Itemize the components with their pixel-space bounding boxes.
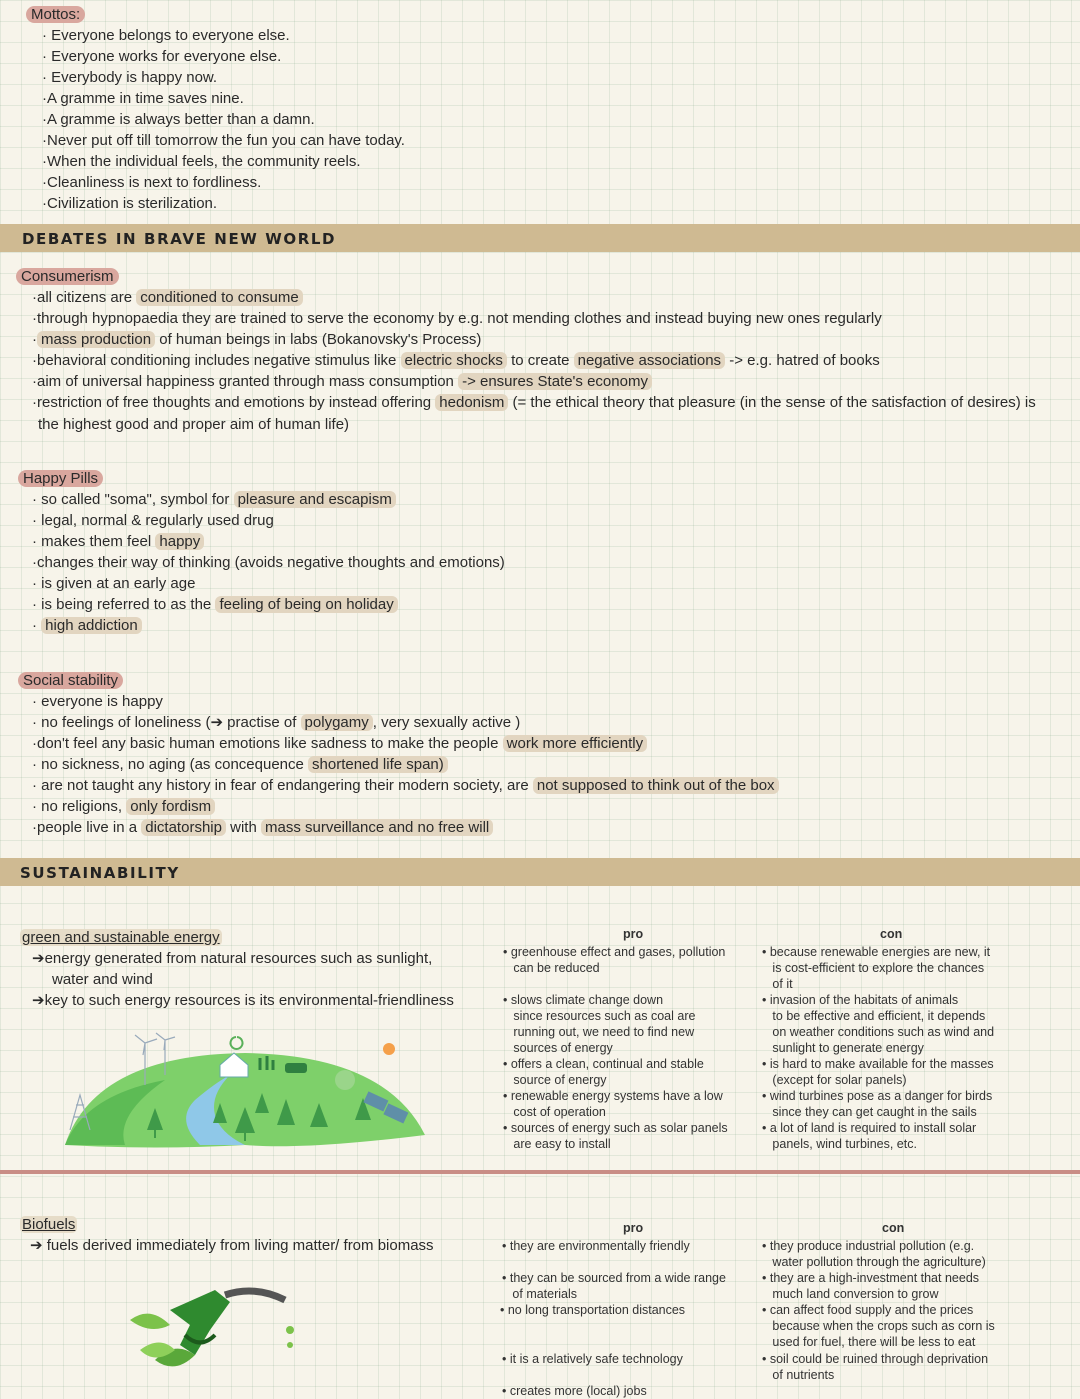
social-stability-title: Social stability <box>18 670 123 691</box>
energy-con-item: • is hard to make available for the masses (except for solar panels) <box>762 1057 994 1087</box>
biofuels-pro-item: • they can be sourced from a wide range of materials <box>502 1271 726 1301</box>
arrow-right-icon: ➔ <box>32 992 45 1009</box>
happy-pills-line-6: · is being referred to as the feeling of being on holiday <box>32 594 398 615</box>
biofuel-nozzle-illustration <box>125 1280 300 1380</box>
happy-pills-line-3: · makes them feel happy <box>32 531 204 552</box>
biofuels-con-item: • they are a high-investment that needs much land conversion to grow <box>762 1271 980 1301</box>
energy-con-item: • a lot of land is required to install solar panels, wind turbines, etc. <box>762 1121 977 1151</box>
energy-def-1b: water and wind <box>52 971 153 988</box>
arrow-right-icon: ➔ <box>30 1237 43 1254</box>
social-line-3: ·don't feel any basic human emotions like sadness to make the people work more efficiently <box>32 733 647 754</box>
sun-icon <box>383 1043 395 1055</box>
biofuels-con-item: • soil could be ruined through deprivation of nutrients <box>762 1352 989 1382</box>
energy-con-item: • wind turbines pose as a danger for birds since they can get caught in the sails <box>762 1089 993 1119</box>
energy-con-item: • because renewable energies are new, it is cost-efficient to explore the chances of it <box>762 945 991 991</box>
motto-item: · Everyone belongs to everyone else. <box>42 27 290 44</box>
happy-pills-line-2: · legal, normal & regularly used drug <box>32 512 274 529</box>
motto-item: · Everyone works for everyone else. <box>42 48 282 65</box>
motto-item: ·When the individual feels, the community reels. <box>42 153 361 170</box>
energy-title: green and sustainable energy <box>22 929 220 946</box>
energy-con-item: • invasion of the habitats of animals to be effective and efficient, it depends on weather conditions such as wind and sunlight to generate energy <box>762 993 995 1055</box>
biofuels-con-item: • can affect food supply and the prices because when the crops such as corn is used for fuel, there will be less to eat <box>762 1303 995 1349</box>
sustainability-header: SUSTAINABILITY <box>20 864 180 882</box>
fuel-drop-icon <box>286 1326 294 1334</box>
fuel-drop-icon <box>287 1342 293 1348</box>
social-line-5: · are not taught any history in fear of endangering their modern society, are not supposed to think out of the box <box>32 775 779 796</box>
consumerism-line-1: ·all citizens are conditioned to consume <box>32 287 303 308</box>
motto-item: ·Civilization is sterilization. <box>42 195 218 212</box>
social-line-6: · no religions, only fordism <box>32 796 215 817</box>
arrow-right-icon: ➔ <box>32 950 45 967</box>
energy-def-1: ➔energy generated from natural resources such as sunlight, <box>32 950 433 967</box>
motto-item: ·Never put off till tomorrow the fun you can have today. <box>42 132 405 149</box>
social-line-7: ·people live in a dictatorship with mass surveillance and no free will <box>32 817 493 838</box>
energy-con-label: con <box>880 927 903 941</box>
energy-pro-item: • sources of energy such as solar panels are easy to install <box>503 1121 728 1151</box>
happy-pills-line-5: · is given at an early age <box>32 575 196 592</box>
debates-header-band <box>0 224 1080 252</box>
energy-pro-item: • renewable energy systems have a low cost of operation <box>503 1089 723 1119</box>
mottos-title <box>26 4 85 25</box>
section-divider <box>0 1170 1080 1174</box>
motto-item: ·A gramme in time saves nine. <box>42 90 244 107</box>
leaf-icon <box>130 1314 170 1329</box>
happy-pills-title: Happy Pills <box>18 468 103 489</box>
consumerism-line-3: · mass production of human beings in labs (Bokanovsky's Process) <box>32 331 482 348</box>
biofuels-pro-item: • creates more (local) jobs <box>502 1384 647 1398</box>
biofuels-title: Biofuels <box>22 1216 76 1233</box>
consumerism-line-4: ·behavioral conditioning includes negative stimulus like electric shocks to create negative associations -> e.g. hatred of books <box>32 352 880 369</box>
motto-item: ·A gramme is always better than a damn. <box>42 111 315 128</box>
happy-pills-line-7: · high addiction <box>32 615 142 636</box>
energy-pro-item: • slows climate change down since resources such as coal are running out, we need to find new sources of energy <box>503 993 696 1055</box>
sustainability-header-band <box>0 858 1080 886</box>
energy-def-2: ➔key to such energy resources is its environmental-friendliness <box>32 992 454 1009</box>
happy-pills-line-1: · so called "soma", symbol for pleasure and escapism <box>32 489 396 510</box>
happy-pills-line-4: ·changes their way of thinking (avoids negative thoughts and emotions) <box>32 554 505 571</box>
biofuels-pro-item: • it is a relatively safe technology <box>502 1352 683 1366</box>
consumerism-line-2: ·through hypnopaedia they are trained to serve the economy by e.g. not mending clothes and instead buying new ones regularly <box>32 310 882 327</box>
fuel-hose-icon <box>225 1291 285 1300</box>
fuel-nozzle-icon <box>170 1290 230 1355</box>
energy-pro-item: • offers a clean, continual and stable source of energy <box>503 1057 704 1087</box>
debates-header: DEBATES IN BRAVE NEW WORLD <box>22 230 337 248</box>
car-icon <box>285 1063 307 1073</box>
consumerism-title: Consumerism <box>16 266 119 287</box>
motto-item: · Everybody is happy now. <box>42 69 218 86</box>
biofuels-pro-item: • no long transportation distances <box>500 1303 686 1317</box>
biofuels-con-label: con <box>882 1221 905 1235</box>
consumerism-line-6: ·restriction of free thoughts and emotions by instead offering hedonism (= the ethical theory that pleasure (in the sense of the satisfaction of desires) is <box>32 394 1036 411</box>
leaf-tree-icon <box>335 1070 355 1090</box>
energy-pro-item: • greenhouse effect and gases, pollution can be reduced <box>503 945 726 975</box>
biofuels-pro-item: • they are environmentally friendly <box>502 1239 690 1253</box>
consumerism-line-7: the highest good and proper aim of human life) <box>38 416 350 433</box>
motto-item: ·Cleanliness is next to fordliness. <box>42 174 262 191</box>
social-line-2: · no feelings of loneliness (➔ practise of polygamy , very sexually active ) <box>32 714 521 731</box>
biofuels-pro-label: pro <box>623 1221 644 1235</box>
social-line-1: · everyone is happy <box>32 693 163 710</box>
green-energy-illustration <box>55 1025 430 1150</box>
biofuels-def: ➔ fuels derived immediately from living matter/ from biomass <box>30 1237 434 1254</box>
recycle-icon <box>231 1037 243 1049</box>
biofuels-con-item: • they produce industrial pollution (e.g. water pollution through the agriculture) <box>762 1239 986 1269</box>
social-line-4: · no sickness, no aging (as concequence shortened life span) <box>32 754 448 775</box>
energy-pro-label: pro <box>623 927 644 941</box>
consumerism-line-5: ·aim of universal happiness granted through mass consumption -> ensures State's economy <box>32 371 652 392</box>
mottos-tag: Mottos: <box>26 6 85 23</box>
